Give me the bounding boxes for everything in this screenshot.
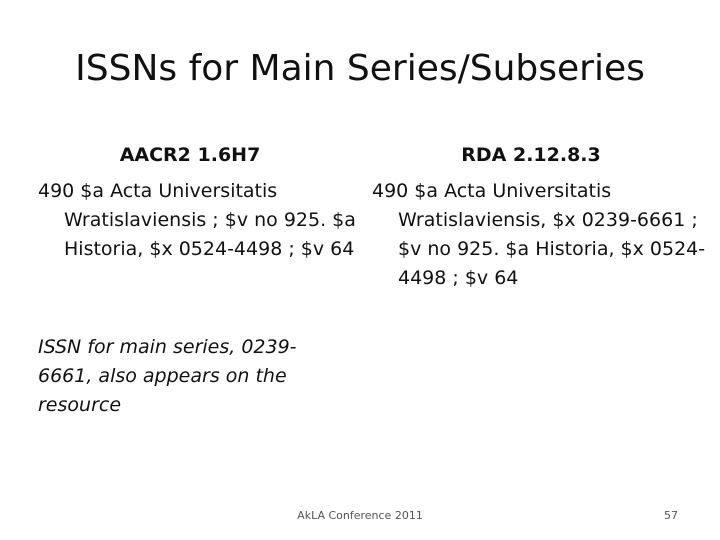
page-number: 57 — [664, 509, 678, 522]
aacr2-heading: AACR2 1.6H7 — [119, 144, 261, 166]
rda-marc-field: 490 $a Acta Universitatis Wratislaviensis, $x 0239-6661 ; $v no 925. $a Historia, $x 0524-4498 ; $v 64 — [372, 180, 706, 289]
footer-conference: AkLA Conference 2011 — [297, 509, 423, 522]
slide-title: ISSNs for Main Series/Subseries — [75, 48, 645, 89]
aacr2-marc-field: 490 $a Acta Universitatis Wratislaviensis ; $v no 925. $a Historia, $x 0524-4498 ; $v 64 — [38, 180, 356, 260]
rda-heading: RDA 2.12.8.3 — [461, 144, 601, 166]
issn-note: ISSN for main series, 0239-6661, also appears on the resource — [38, 336, 297, 416]
